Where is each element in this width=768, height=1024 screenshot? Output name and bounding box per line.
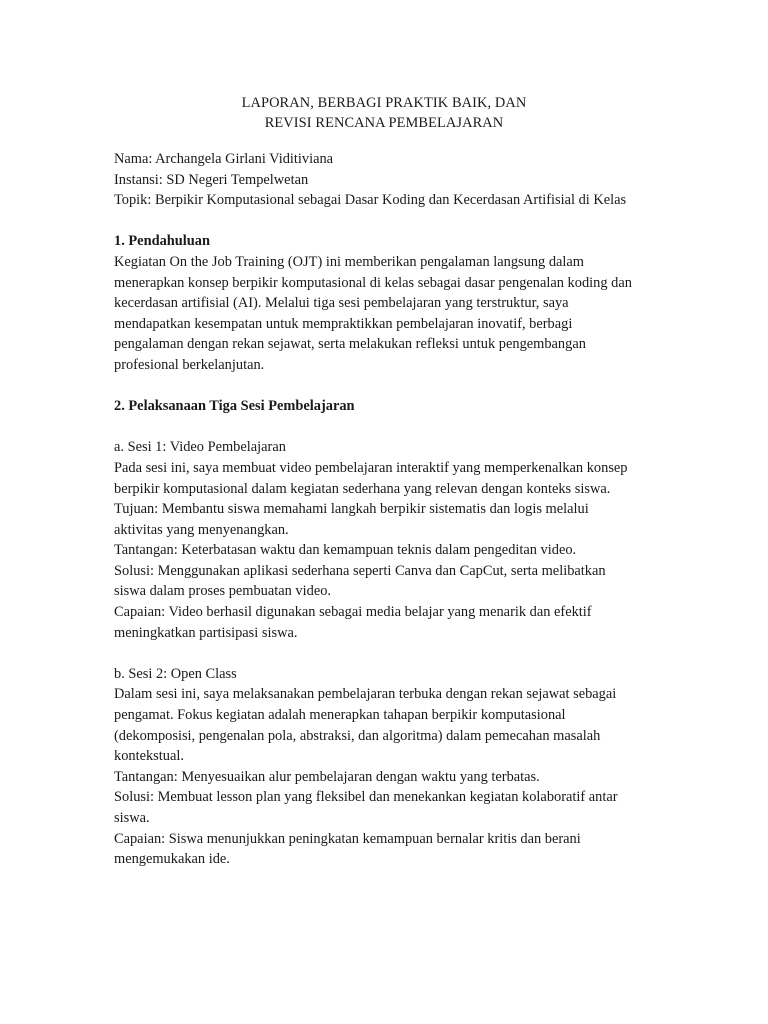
sesi-1-line: meningkatkan partisipasi siswa.	[114, 624, 298, 641]
sesi-2-line: siswa.	[114, 810, 150, 826]
sesi-1-line: Solusi: Menggunakan aplikasi sederhana seperti Canva dan CapCut, serta melibatkan	[114, 562, 606, 579]
sesi-2-line: Tantangan: Menyesuaikan alur pembelajaran dengan waktu yang terbatas.	[114, 768, 540, 785]
section-1-line: mendapatkan kesempatan untuk mempraktikkan pembelajaran inovatif, berbagi	[114, 315, 573, 332]
sesi-1-line: Pada sesi ini, saya membuat video pembelajaran interaktif yang memperkenalkan konsep	[114, 459, 628, 476]
sesi-2-line: mengemukakan ide.	[114, 851, 230, 868]
title-line-2: REVISI RENCANA PEMBELAJARAN	[264, 115, 504, 131]
section-1-line: Kegiatan On the Job Training (OJT) ini memberikan pengalaman langsung dalam	[114, 253, 584, 270]
section-1-heading: 1. Pendahuluan	[114, 233, 210, 250]
sesi-1-line: Tujuan: Membantu siswa memahami langkah berpikir sistematis dan logis melalui	[114, 501, 589, 518]
section-1-line: menerapkan konsep berpikir komputasional di kelas sebagai dasar pengenalan koding dan	[114, 274, 632, 291]
sesi-2-line: (dekomposisi, pengenalan pola, abstraksi, dan algoritma) dalam pemecahan masalah	[114, 727, 601, 744]
sesi-2-line: pengamat. Fokus kegiatan adalah menerapkan tahapan berpikir komputasional	[114, 707, 566, 724]
document-body	[114, 149, 674, 870]
sesi-2-line: Capaian: Siswa menunjukkan peningkatan kemampuan bernalar kritis dan berani	[114, 830, 581, 847]
sesi-2-line: Dalam sesi ini, saya melaksanakan pembelajaran terbuka dengan rekan sejawat sebagai	[114, 686, 617, 703]
sesi-1-line: Tantangan: Keterbatasan waktu dan kemampuan teknis dalam pengeditan video.	[114, 542, 577, 559]
section-1-line: kecerdasan artifisial (AI). Melalui tiga sesi pembelajaran yang terstruktur, saya	[114, 295, 569, 312]
sesi-2-heading: b. Sesi 2: Open Class	[114, 665, 237, 682]
meta-topik: Topik: Berpikir Komputasional sebagai Dasar Koding dan Kecerdasan Artifisial di Kelas	[114, 192, 627, 209]
section-1-line: profesional berkelanjutan.	[114, 356, 265, 373]
sesi-2-line: Solusi: Membuat lesson plan yang fleksibel dan menekankan kegiatan kolaboratif antar	[114, 789, 618, 806]
meta-instansi: Instansi: SD Negeri Tempelwetan	[114, 171, 309, 188]
section-1-line: pengalaman dengan rekan sejawat, serta melakukan refleksi untuk pengembangan	[114, 336, 586, 353]
sesi-1-heading: a. Sesi 1: Video Pembelajaran	[114, 439, 286, 456]
sesi-1-line: Capaian: Video berhasil digunakan sebagai media belajar yang menarik dan efektif	[114, 604, 592, 621]
title-line-1: LAPORAN, BERBAGI PRAKTIK BAIK, DAN	[241, 95, 527, 111]
sesi-1-line: berpikir komputasional dalam kegiatan sederhana yang relevan dengan konteks siswa.	[114, 480, 611, 497]
document-title	[0, 93, 768, 133]
sesi-1-line: siswa dalam proses pembuatan video.	[114, 583, 332, 600]
sesi-1-line: aktivitas yang menyenangkan.	[114, 521, 289, 538]
section-2-heading: 2. Pelaksanaan Tiga Sesi Pembelajaran	[114, 398, 355, 415]
sesi-2-line: kontekstual.	[114, 748, 184, 765]
meta-nama: Nama: Archangela Girlani Viditiviana	[114, 151, 334, 167]
